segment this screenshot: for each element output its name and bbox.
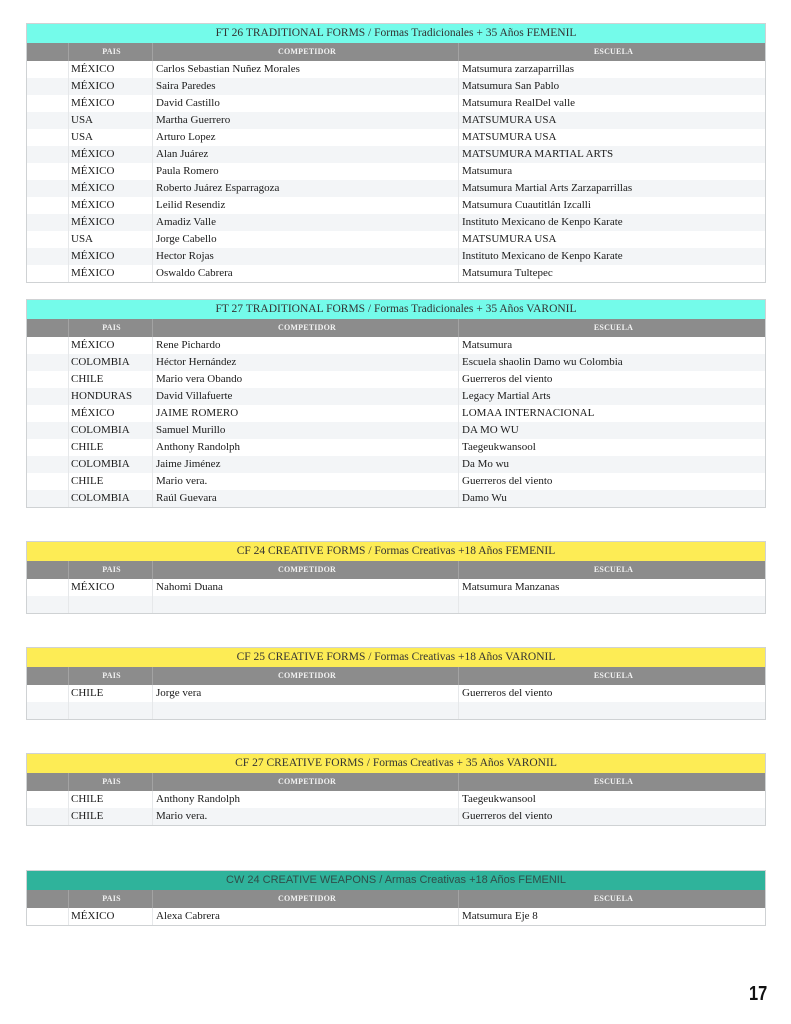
column-header-escuela: ESCUELA [593, 671, 634, 680]
column-header-pais: PAIS [69, 561, 153, 579]
row-spacer [27, 95, 69, 112]
table-row [27, 146, 765, 163]
column-header-row [27, 319, 765, 337]
column-header-row [27, 773, 765, 791]
table-row [27, 78, 765, 95]
category-table-cw24 [26, 870, 766, 926]
column-header-competidor: COMPETIDOR [153, 43, 459, 61]
cell-pais: MÉXICO [69, 337, 153, 354]
cell-competidor: David Castillo [153, 95, 459, 112]
table-row [27, 596, 765, 613]
table-row [27, 456, 765, 473]
column-header-pais: PAIS [69, 773, 153, 791]
cell-escuela: Matsumura San Pablo [462, 80, 560, 92]
cell-escuela: Legacy Martial Arts [462, 390, 551, 402]
cell-competidor: Paula Romero [153, 163, 459, 180]
table-row [27, 337, 765, 354]
cell-pais: MÉXICO [69, 579, 153, 596]
cell-pais: MÉXICO [69, 908, 153, 925]
cell-escuela: Guerreros del viento [462, 373, 553, 385]
cell-competidor: Leilid Resendiz [153, 197, 459, 214]
row-spacer [27, 422, 69, 439]
cell-escuela [459, 702, 765, 719]
cell-competidor: Amadiz Valle [153, 214, 459, 231]
table-row [27, 791, 765, 808]
header-spacer [27, 43, 69, 61]
row-spacer [27, 456, 69, 473]
row-spacer [27, 490, 69, 507]
cell-pais: COLOMBIA [69, 354, 153, 371]
table-row [27, 354, 765, 371]
cell-competidor: Mario vera Obando [153, 371, 459, 388]
row-spacer [27, 596, 69, 613]
cell-escuela: LOMAA INTERNACIONAL [462, 407, 595, 419]
cell-escuela: Taegeukwansool [462, 441, 536, 453]
section-title: CF 27 CREATIVE FORMS / Formas Creativas + 35 Años VARONIL [27, 754, 765, 773]
cell-pais: MÉXICO [69, 180, 153, 197]
cell-competidor: David Villafuerte [153, 388, 459, 405]
header-spacer [27, 319, 69, 337]
cell-escuela: Matsumura [462, 165, 513, 177]
row-spacer [27, 112, 69, 129]
cell-escuela [459, 596, 765, 613]
cell-pais: MÉXICO [69, 405, 153, 422]
cell-competidor: JAIME ROMERO [153, 405, 459, 422]
row-spacer [27, 702, 69, 719]
cell-competidor: Alan Juárez [153, 146, 459, 163]
column-header-escuela: ESCUELA [593, 777, 634, 786]
cell-competidor: Oswaldo Cabrera [153, 265, 459, 282]
row-spacer [27, 791, 69, 808]
table-row [27, 163, 765, 180]
column-header-pais: PAIS [69, 890, 153, 908]
row-spacer [27, 146, 69, 163]
row-spacer [27, 371, 69, 388]
row-spacer [27, 405, 69, 422]
cell-pais: USA [69, 231, 153, 248]
row-spacer [27, 908, 69, 925]
table-row [27, 473, 765, 490]
column-header-escuela: ESCUELA [593, 894, 634, 903]
column-header-row [27, 667, 765, 685]
table-row [27, 579, 765, 596]
cell-competidor: Jorge Cabello [153, 231, 459, 248]
row-spacer [27, 163, 69, 180]
cell-competidor: Samuel Murillo [153, 422, 459, 439]
cell-competidor: Rene Pichardo [153, 337, 459, 354]
row-spacer [27, 337, 69, 354]
cell-escuela: MATSUMURA MARTIAL ARTS [462, 148, 614, 160]
section-title: FT 27 TRADITIONAL FORMS / Formas Tradicionales + 35 Años VARONIL [27, 300, 765, 319]
cell-competidor: Mario vera. [153, 808, 459, 825]
row-spacer [27, 685, 69, 702]
header-spacer [27, 890, 69, 908]
cell-competidor: Jaime Jiménez [153, 456, 459, 473]
table-row [27, 197, 765, 214]
row-spacer [27, 231, 69, 248]
cell-pais: USA [69, 129, 153, 146]
category-table-ft27 [26, 299, 766, 508]
cell-pais: MÉXICO [69, 78, 153, 95]
cell-competidor: Arturo Lopez [153, 129, 459, 146]
cell-escuela: MATSUMURA USA [462, 233, 557, 245]
cell-escuela: Matsumura zarzaparrillas [462, 63, 575, 75]
header-spacer [27, 561, 69, 579]
cell-competidor: Roberto Juárez Esparragoza [153, 180, 459, 197]
row-spacer [27, 388, 69, 405]
table-row [27, 95, 765, 112]
row-spacer [27, 129, 69, 146]
cell-pais [69, 596, 153, 613]
table-row [27, 231, 765, 248]
cell-pais: MÉXICO [69, 95, 153, 112]
table-body [27, 908, 765, 925]
cell-escuela: DA MO WU [462, 424, 519, 436]
table-row [27, 265, 765, 282]
cell-pais: COLOMBIA [69, 422, 153, 439]
cell-pais: CHILE [69, 808, 153, 825]
row-spacer [27, 439, 69, 456]
column-header-row [27, 890, 765, 908]
page-number: 17 [748, 983, 767, 1005]
cell-escuela: MATSUMURA USA [462, 114, 557, 126]
cell-escuela: Matsumura Martial Arts Zarzaparrillas [462, 182, 633, 194]
cell-escuela: Matsumura RealDel valle [462, 97, 576, 109]
cell-pais: CHILE [69, 791, 153, 808]
table-row [27, 180, 765, 197]
column-header-row [27, 561, 765, 579]
table-row [27, 388, 765, 405]
cell-escuela: Matsumura Cuautitlán Izcalli [462, 199, 591, 211]
cell-escuela: Instituto Mexicano de Kenpo Karate [462, 216, 623, 228]
cell-escuela: Matsumura Eje 8 [462, 910, 538, 922]
cell-escuela: Guerreros del viento [462, 810, 553, 822]
table-row [27, 908, 765, 925]
table-row [27, 214, 765, 231]
cell-escuela: Guerreros del viento [462, 687, 553, 699]
cell-competidor [153, 596, 459, 613]
table-row [27, 422, 765, 439]
cell-escuela: Matsumura Tultepec [462, 267, 553, 279]
table-body [27, 579, 765, 613]
cell-pais: CHILE [69, 685, 153, 702]
cell-competidor: Carlos Sebastian Nuñez Morales [153, 61, 459, 78]
row-spacer [27, 248, 69, 265]
header-spacer [27, 667, 69, 685]
cell-competidor: Martha Guerrero [153, 112, 459, 129]
cell-competidor: Anthony Randolph [153, 791, 459, 808]
row-spacer [27, 473, 69, 490]
cell-escuela: Taegeukwansool [462, 793, 536, 805]
table-row [27, 490, 765, 507]
table-row [27, 248, 765, 265]
category-table-cf25 [26, 647, 766, 720]
column-header-competidor: COMPETIDOR [153, 667, 459, 685]
row-spacer [27, 265, 69, 282]
column-header-pais: PAIS [69, 43, 153, 61]
cell-pais: CHILE [69, 439, 153, 456]
cell-pais: CHILE [69, 371, 153, 388]
cell-competidor: Raúl Guevara [153, 490, 459, 507]
column-header-escuela: ESCUELA [593, 323, 634, 332]
cell-escuela: Escuela shaolin Damo wu Colombia [462, 356, 623, 368]
table-row [27, 405, 765, 422]
section-title: CW 24 CREATIVE WEAPONS / Armas Creativas +18 Años FEMENIL [27, 871, 765, 890]
row-spacer [27, 78, 69, 95]
row-spacer [27, 180, 69, 197]
cell-escuela: Da Mo wu [462, 458, 510, 470]
table-body [27, 337, 765, 507]
row-spacer [27, 61, 69, 78]
cell-competidor: Hector Rojas [153, 248, 459, 265]
cell-competidor [153, 702, 459, 719]
cell-competidor: Mario vera. [153, 473, 459, 490]
table-body [27, 61, 765, 282]
cell-pais: MÉXICO [69, 248, 153, 265]
section-title: FT 26 TRADITIONAL FORMS / Formas Tradicionales + 35 Años FEMENIL [27, 24, 765, 43]
table-body [27, 791, 765, 825]
column-header-escuela: ESCUELA [593, 47, 634, 56]
cell-escuela: Matsumura [462, 339, 513, 351]
column-header-competidor: COMPETIDOR [153, 890, 459, 908]
cell-pais [69, 702, 153, 719]
row-spacer [27, 197, 69, 214]
cell-pais: MÉXICO [69, 146, 153, 163]
table-row [27, 129, 765, 146]
row-spacer [27, 354, 69, 371]
cell-escuela: Matsumura Manzanas [462, 581, 560, 593]
header-spacer [27, 773, 69, 791]
column-header-competidor: COMPETIDOR [153, 773, 459, 791]
column-header-row [27, 43, 765, 61]
column-header-competidor: COMPETIDOR [153, 319, 459, 337]
category-table-cf27 [26, 753, 766, 826]
category-table-ft26 [26, 23, 766, 283]
cell-pais: USA [69, 112, 153, 129]
cell-competidor: Anthony Randolph [153, 439, 459, 456]
cell-pais: COLOMBIA [69, 490, 153, 507]
table-row [27, 112, 765, 129]
cell-escuela: Damo Wu [462, 492, 507, 504]
category-table-cf24 [26, 541, 766, 614]
cell-competidor: Alexa Cabrera [153, 908, 459, 925]
cell-competidor: Nahomi Duana [153, 579, 459, 596]
table-row [27, 702, 765, 719]
column-header-pais: PAIS [69, 319, 153, 337]
table-row [27, 61, 765, 78]
cell-escuela: MATSUMURA USA [462, 131, 557, 143]
column-header-competidor: COMPETIDOR [153, 561, 459, 579]
cell-pais: CHILE [69, 473, 153, 490]
table-row [27, 371, 765, 388]
column-header-escuela: ESCUELA [593, 565, 634, 574]
cell-competidor: Saira Paredes [153, 78, 459, 95]
column-header-pais: PAIS [69, 667, 153, 685]
row-spacer [27, 214, 69, 231]
row-spacer [27, 579, 69, 596]
cell-pais: MÉXICO [69, 61, 153, 78]
cell-competidor: Jorge vera [153, 685, 459, 702]
cell-escuela: Guerreros del viento [462, 475, 553, 487]
section-title: CF 24 CREATIVE FORMS / Formas Creativas +18 Años FEMENIL [27, 542, 765, 561]
table-body [27, 685, 765, 719]
table-row [27, 808, 765, 825]
section-title: CF 25 CREATIVE FORMS / Formas Creativas +18 Años VARONIL [27, 648, 765, 667]
table-row [27, 439, 765, 456]
cell-pais: MÉXICO [69, 163, 153, 180]
cell-competidor: Héctor Hernández [153, 354, 459, 371]
cell-pais: MÉXICO [69, 265, 153, 282]
row-spacer [27, 808, 69, 825]
cell-escuela: Instituto Mexicano de Kenpo Karate [462, 250, 623, 262]
table-row [27, 685, 765, 702]
cell-pais: COLOMBIA [69, 456, 153, 473]
cell-pais: HONDURAS [69, 388, 153, 405]
cell-pais: MÉXICO [69, 197, 153, 214]
cell-pais: MÉXICO [69, 214, 153, 231]
